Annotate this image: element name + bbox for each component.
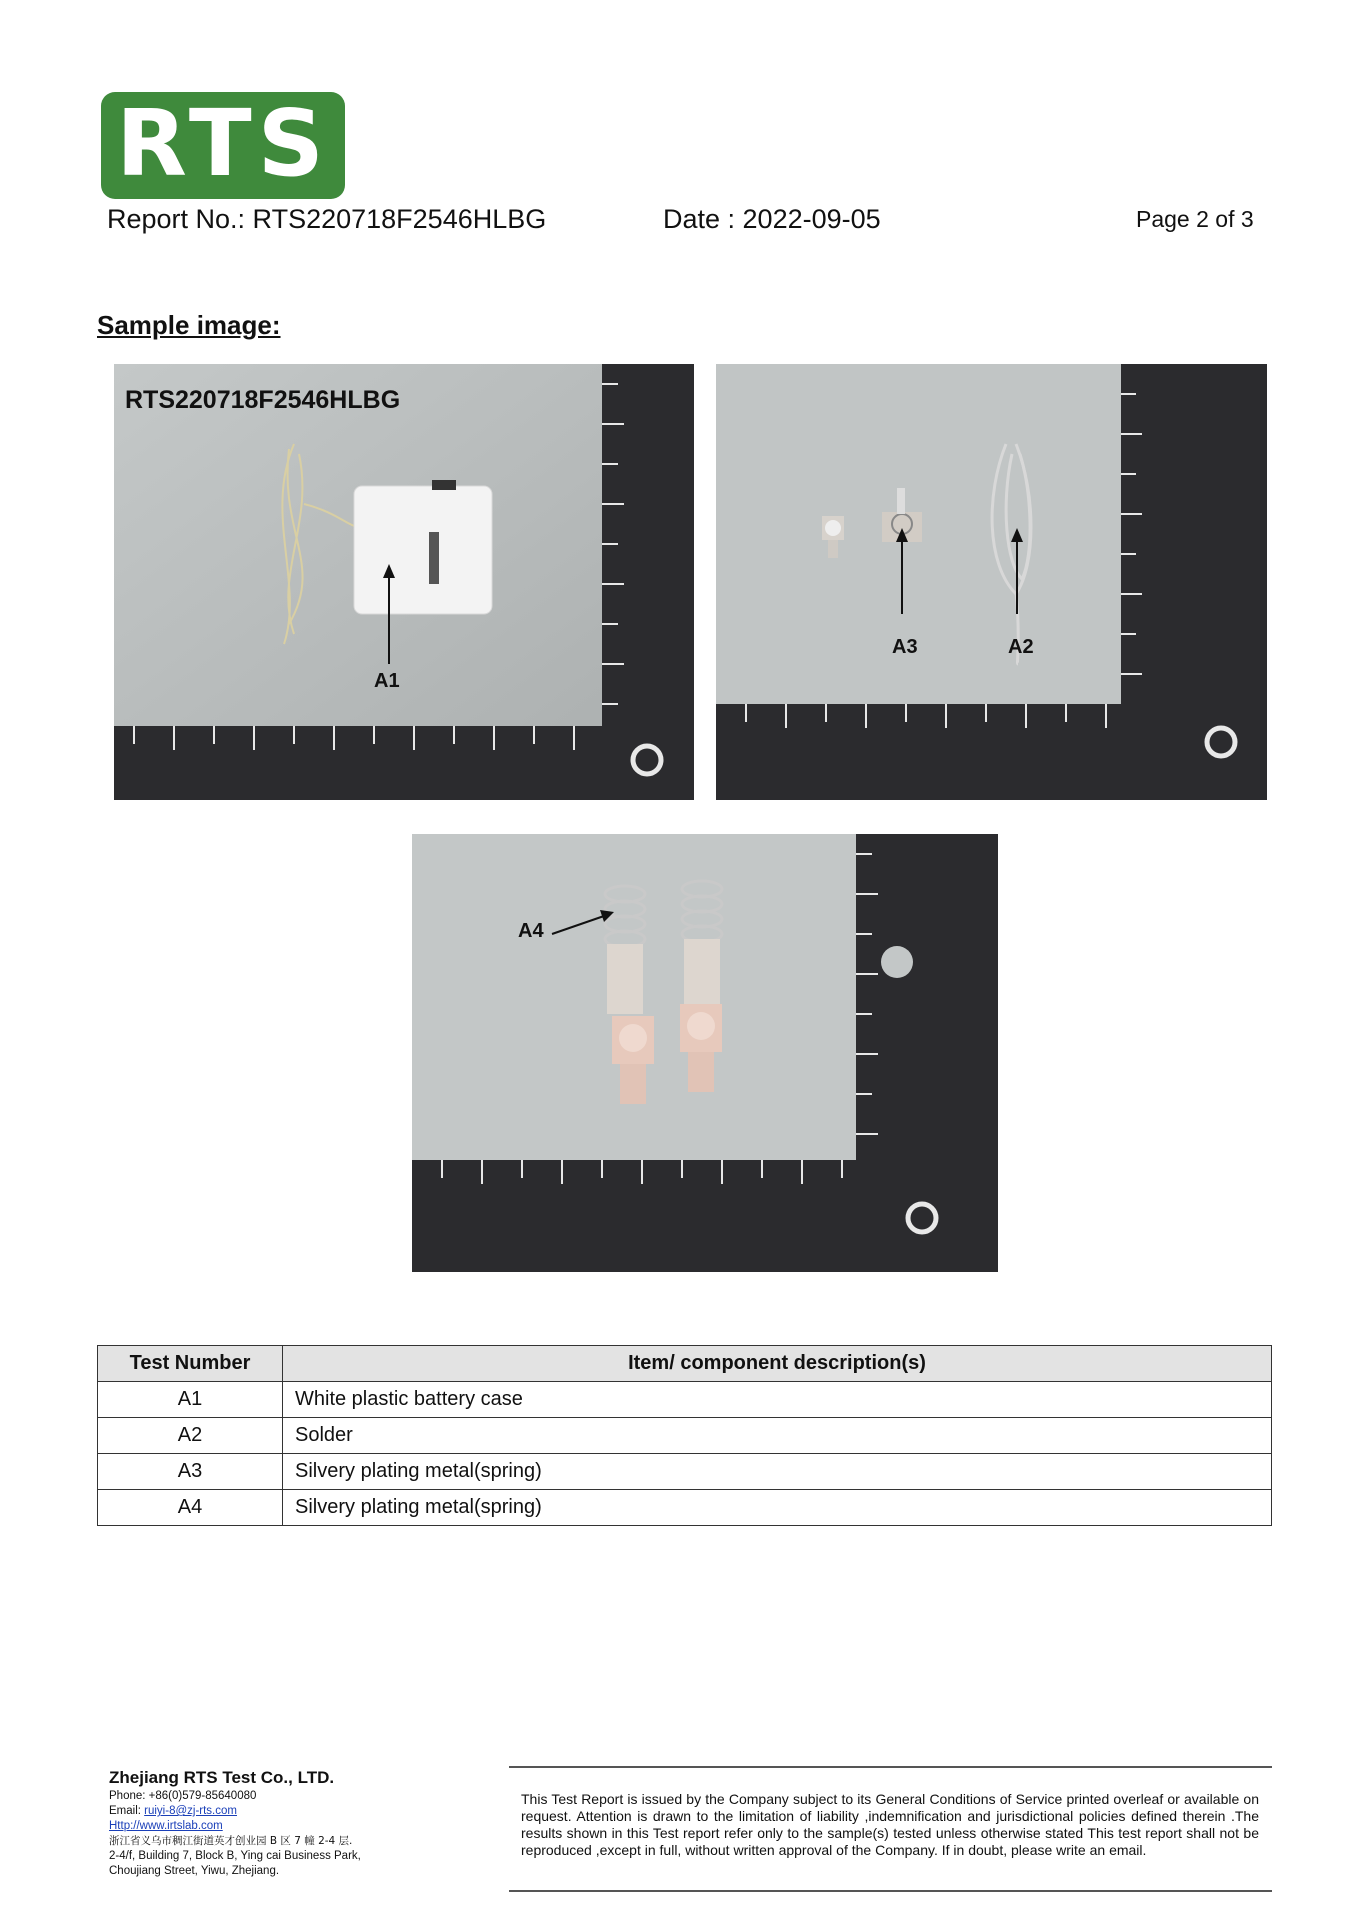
cell-test-number: A1 [98,1382,283,1418]
callout-a4: A4 [518,920,544,942]
table-header-row [98,1346,1272,1382]
footer-address-cn: 浙江省义乌市稠江街道英才创业园 B 区 7 幢 2-4 层. [109,1835,353,1847]
table-row [98,1418,1272,1454]
footer-website-link[interactable]: Http://www.irtslab.com [109,1820,223,1832]
footer-website-line [109,1819,223,1834]
cell-test-number: A3 [98,1454,283,1490]
footer-email-line [109,1804,237,1819]
footer-email-link[interactable]: ruiyi-8@zj-rts.com [144,1805,237,1817]
section-title: Sample image: [97,310,281,340]
table-row [98,1454,1272,1490]
callout-a2: A2 [1008,636,1034,658]
table-row [98,1382,1272,1418]
footer-company: Zhejiang RTS Test Co., LTD. [109,1768,335,1787]
footer-notice: This Test Report is issued by the Company subject to its General Conditions of Service printed overleaf or available on request. Attention is drawn to the limitation of liability ,indemnification and jurisdictional policies defined therein .The results shown in this Test report refer only to the sample(s) tested unless otherwise stated This test report shall not be reproduced ,except in full, without written approval of the Company. If in doubt, please write an email. [521,1791,1259,1858]
cell-test-number: A4 [98,1490,283,1526]
callout-a3: A3 [892,636,918,658]
header-test-number: Test Number [98,1346,283,1382]
footer-email-label: Email: [109,1805,145,1817]
report-number: Report No.: RTS220718F2546HLBG [107,204,547,234]
rts-logo [101,92,345,199]
cell-description: Silvery plating metal(spring) [283,1490,1272,1526]
sample-photo-a1 [114,364,694,800]
cell-description: Silvery plating metal(spring) [283,1454,1272,1490]
sample-photo-a4 [412,834,998,1272]
cell-test-number: A2 [98,1418,283,1454]
logo-text: RTS [116,90,330,197]
header-description: Item/ component description(s) [283,1346,1272,1382]
component-table [97,1345,1272,1526]
callout-a1: A1 [374,670,400,692]
report-date: Date : 2022-09-05 [663,204,881,234]
sample-photo-a2-a3 [716,364,1267,800]
page-number: Page 2 of 3 [1136,206,1254,232]
photo-sample-id: RTS220718F2546HLBG [125,386,401,414]
footer-top-rule [509,1766,1272,1768]
footer-phone: Phone: +86(0)579-85640080 [109,1790,257,1802]
cell-description: Solder [283,1418,1272,1454]
cell-description: White plastic battery case [283,1382,1272,1418]
table-row [98,1490,1272,1526]
footer-address-en-1: 2-4/f, Building 7, Block B, Ying cai Business Park, [109,1850,361,1862]
footer-address-en-2: Choujiang Street, Yiwu, Zhejiang. [109,1865,280,1877]
footer-bottom-rule [509,1890,1272,1892]
